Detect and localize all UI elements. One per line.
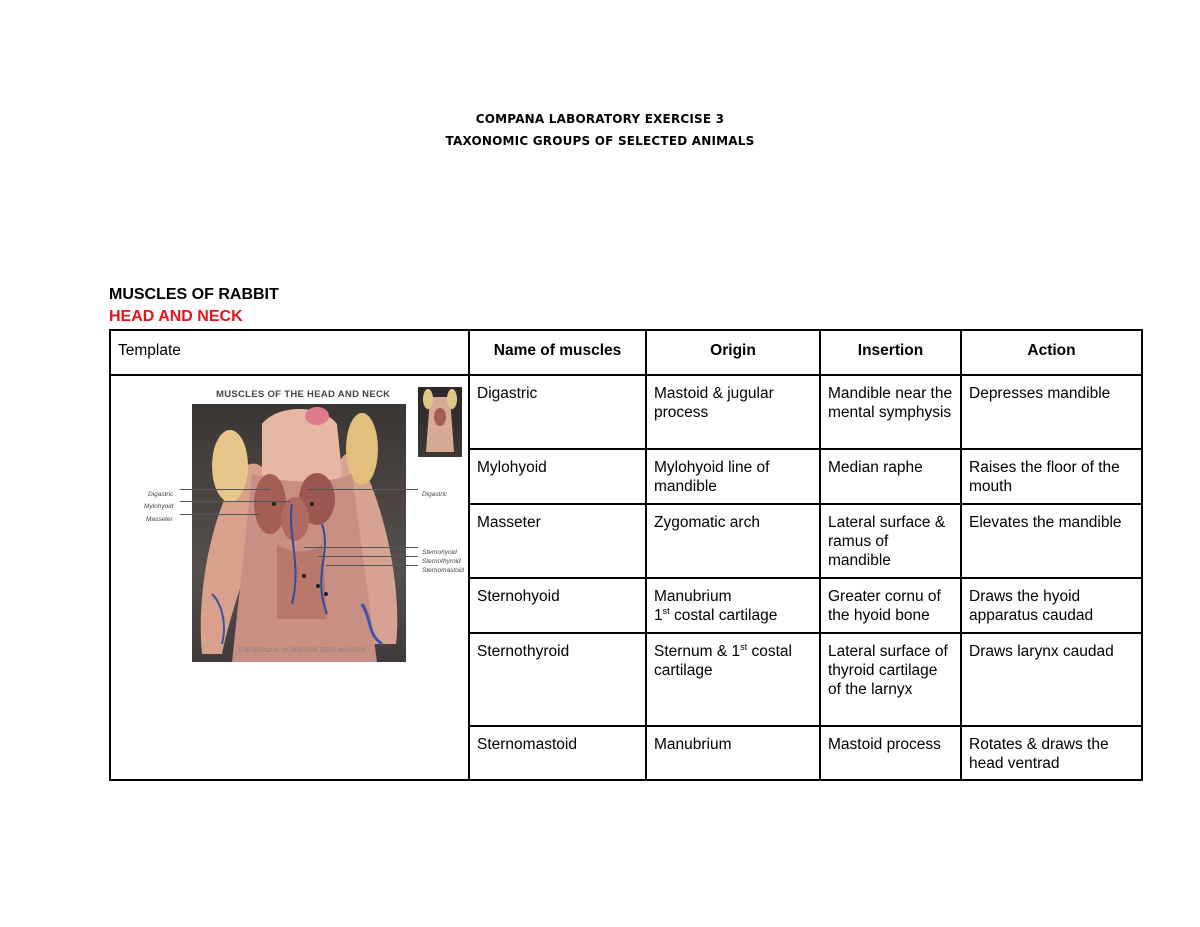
table-header-row — [110, 330, 1142, 375]
cell-origin: Mylohyoid line of mandible — [646, 449, 820, 504]
cell-name: Sternothyroid — [469, 633, 646, 726]
leader-line — [180, 501, 290, 502]
label-digastric-right: Digastric — [422, 491, 448, 498]
cell-origin: Manubrium — [646, 726, 820, 780]
leader-line — [180, 489, 270, 490]
cell-origin: Sternum & 1st costal cartilage — [646, 633, 820, 726]
label-digastric-left: Digastric — [148, 491, 174, 498]
leader-line — [326, 565, 418, 566]
cell-action: Rotates & draws the head ventrad — [961, 726, 1142, 780]
cell-action: Draws larynx caudad — [961, 633, 1142, 726]
header-origin: Origin — [646, 330, 820, 375]
dissection-illustration — [192, 404, 406, 662]
rabbit-dissection-photo — [192, 404, 406, 662]
header-template: Template — [110, 330, 469, 375]
figure-caption: MUSCLES OF THE HEAD AND NECK — [216, 389, 391, 400]
cell-origin: Mastoid & jugular process — [646, 375, 820, 449]
label-mylohyoid-left: Mylohyoid — [144, 503, 174, 510]
label-sternohyoid: Sternohyoid — [422, 549, 457, 556]
leader-line — [308, 489, 418, 490]
origin-line: Manubrium — [654, 588, 732, 605]
header-action: Action — [961, 330, 1142, 375]
rabbit-muscles-figure — [118, 384, 470, 664]
thumbnail-illustration — [418, 387, 462, 457]
cell-insertion: Mandible near the mental symphysis — [820, 375, 961, 449]
cell-insertion: Lateral surface & ramus of mandible — [820, 504, 961, 578]
cell-insertion: Median raphe — [820, 449, 961, 504]
table-row — [110, 375, 1142, 449]
header-name-of-muscles: Name of muscles — [469, 330, 646, 375]
header-insertion: Insertion — [820, 330, 961, 375]
muscles-table — [109, 329, 1143, 781]
cell-origin: Zygomatic arch — [646, 504, 820, 578]
cell-action: Raises the floor of the mouth — [961, 449, 1142, 504]
leader-line — [180, 514, 260, 515]
template-image-cell — [110, 375, 469, 780]
thumbnail-photo — [418, 387, 462, 457]
leader-line — [318, 556, 418, 557]
cell-name: Masseter — [469, 504, 646, 578]
cell-name: Mylohyoid — [469, 449, 646, 504]
cell-origin: Manubrium 1st costal cartilage — [646, 578, 820, 633]
cell-name: Sternohyoid — [469, 578, 646, 633]
document-title: COMPANA LABORATORY EXERCISE 3 — [475, 112, 725, 126]
cell-action: Depresses mandible — [961, 375, 1142, 449]
cell-action: Elevates the mandible — [961, 504, 1142, 578]
cell-action: Draws the hyoid apparatus caudad — [961, 578, 1142, 633]
section-title: MUSCLES OF RABBIT — [109, 286, 279, 303]
label-sternothyroid: Sternothyroid — [422, 558, 461, 565]
cell-name: Digastric — [469, 375, 646, 449]
photo-credit: © REBECCA R. SCHNEIDER-ZERO-WAGNER — [238, 648, 365, 654]
cell-insertion: Lateral surface of thyroid cartilage of the larnyx — [820, 633, 961, 726]
cell-name: Sternomastoid — [469, 726, 646, 780]
cell-insertion: Greater cornu of the hyoid bone — [820, 578, 961, 633]
leader-line — [304, 547, 418, 548]
label-masseter-left: Masseter — [146, 516, 173, 523]
cell-insertion: Mastoid process — [820, 726, 961, 780]
section-subtitle: HEAD AND NECK — [109, 308, 243, 325]
label-sternomastoid: Sternomastoid — [422, 567, 464, 574]
document-subtitle: TAXONOMIC GROUPS OF SELECTED ANIMALS — [445, 134, 755, 148]
